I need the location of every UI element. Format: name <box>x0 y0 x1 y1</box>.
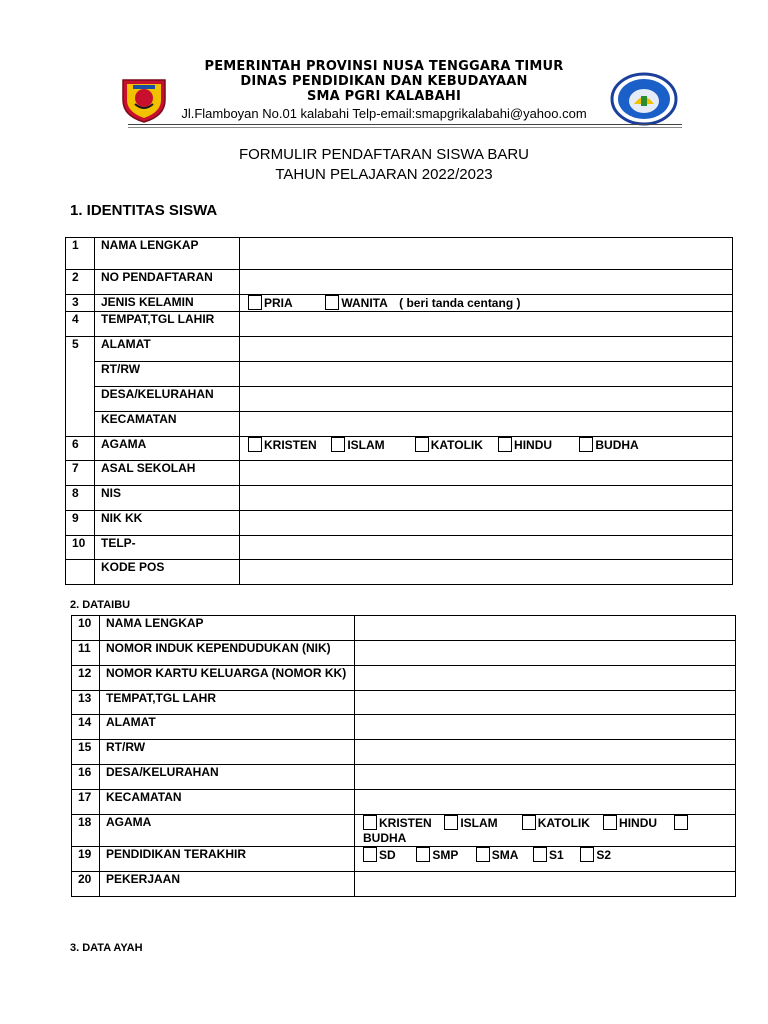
identitas-siswa-table <box>65 237 733 585</box>
row-label: TEMPAT,TGL LAHIR <box>95 312 240 337</box>
tempat-tgl-lahir-field[interactable] <box>240 312 733 337</box>
row-number: 4 <box>66 312 95 337</box>
table-row <box>66 461 733 486</box>
row-number: 18 <box>72 815 100 847</box>
row-label: AGAMA <box>100 815 355 847</box>
row-label: TEMPAT,TGL LAHR <box>100 691 355 715</box>
budha-checkbox[interactable] <box>579 437 593 452</box>
ibu-nomor-kk-field[interactable] <box>355 666 736 691</box>
row-number: 7 <box>66 461 95 486</box>
ibu-pendidikan-options <box>355 847 736 872</box>
table-row <box>66 312 733 337</box>
option-label: SD <box>379 848 396 862</box>
table-row <box>66 387 733 412</box>
option-label: BUDHA <box>363 831 407 845</box>
budha-checkbox[interactable] <box>674 815 688 830</box>
row-label: ALAMAT <box>95 337 240 362</box>
row-label: KECAMATAN <box>100 790 355 815</box>
ibu-desa-kelurahan-field[interactable] <box>355 765 736 790</box>
sma-checkbox[interactable] <box>476 847 490 862</box>
katolik-checkbox[interactable] <box>522 815 536 830</box>
option-label: SMP <box>432 848 459 862</box>
row-number: 13 <box>72 691 100 715</box>
table-row <box>66 437 733 461</box>
data-ibu-table <box>71 615 736 897</box>
ibu-kecamatan-field[interactable] <box>355 790 736 815</box>
table-row <box>66 486 733 511</box>
row-number: 14 <box>72 715 100 740</box>
sd-checkbox[interactable] <box>363 847 377 862</box>
row-number: 1 <box>66 238 95 270</box>
row-number: 19 <box>72 847 100 872</box>
wanita-label: WANITA <box>341 296 388 310</box>
row-label: ASAL SEKOLAH <box>95 461 240 486</box>
table-row <box>72 740 736 765</box>
header-line-3: SMA PGRI KALABAHI <box>306 89 462 104</box>
agama-options <box>240 437 733 461</box>
header-divider-thin <box>128 127 682 128</box>
option-label: HINDU <box>619 816 658 830</box>
nik-kk-field[interactable] <box>240 511 733 536</box>
jenis-kelamin-options <box>240 295 733 312</box>
nama-lengkap-field[interactable] <box>240 238 733 270</box>
table-row <box>66 362 733 387</box>
table-row <box>72 691 736 715</box>
row-number: 16 <box>72 765 100 790</box>
pria-checkbox[interactable] <box>248 295 262 310</box>
table-row <box>72 666 736 691</box>
hindu-checkbox[interactable] <box>603 815 617 830</box>
section-data-ayah-heading: 3. DATA AYAH <box>70 942 143 954</box>
form-subtitle: TAHUN PELAJARAN 2022/2023 <box>275 166 493 183</box>
table-row <box>72 641 736 666</box>
table-row <box>72 815 736 847</box>
header-address: Jl.Flamboyan No.01 kalabahi Telp-email:smapgrikalabahi@yahoo.com <box>181 106 587 121</box>
form-title: FORMULIR PENDAFTARAN SISWA BARU <box>238 146 530 163</box>
header-divider <box>128 124 682 125</box>
table-row <box>66 337 733 362</box>
row-label: NO PENDAFTARAN <box>95 270 240 295</box>
row-label: PENDIDIKAN TERAKHIR <box>100 847 355 872</box>
option-label: ISLAM <box>460 816 498 830</box>
no-pendaftaran-field[interactable] <box>240 270 733 295</box>
ibu-agama-options <box>355 815 736 847</box>
row-label: AGAMA <box>95 437 240 461</box>
row-label: PEKERJAAN <box>100 872 355 897</box>
row-number: 11 <box>72 641 100 666</box>
row-number <box>66 337 95 437</box>
option-label: BUDHA <box>595 438 639 452</box>
table-row <box>66 238 733 270</box>
row-number: 9 <box>66 511 95 536</box>
row-label: NOMOR INDUK KEPENDUDUKAN (NIK) <box>100 641 355 666</box>
table-row <box>66 270 733 295</box>
option-label: SMA <box>491 848 519 862</box>
row-number: 12 <box>72 666 100 691</box>
row-label: RT/RW <box>100 740 355 765</box>
table-row <box>66 412 733 437</box>
table-row <box>66 511 733 536</box>
option-label: HINDU <box>514 438 553 452</box>
row-number: 10 <box>72 616 100 641</box>
row-label: KODE POS <box>95 560 240 585</box>
row-number: 10 <box>66 536 95 560</box>
islam-checkbox[interactable] <box>331 437 345 452</box>
section-identitas-heading: 1. IDENTITAS SISWA <box>70 202 218 219</box>
row-label: KECAMATAN <box>95 412 240 437</box>
desa-kelurahan-field[interactable] <box>240 387 733 412</box>
ibu-nik-field[interactable] <box>355 641 736 666</box>
row-number: 8 <box>66 486 95 511</box>
row-label: NOMOR KARTU KELUARGA (NOMOR KK) <box>100 666 355 691</box>
row-label: NIS <box>95 486 240 511</box>
row-label: NAMA LENGKAP <box>95 238 240 270</box>
kecamatan-field[interactable] <box>240 412 733 437</box>
kode-pos-field[interactable] <box>240 560 733 585</box>
row-label: NAMA LENGKAP <box>100 616 355 641</box>
checkbox-note: ( beri tanda centang ) <box>399 296 521 310</box>
table-row <box>72 872 736 897</box>
row-label: TELP- <box>95 536 240 560</box>
table-row <box>72 765 736 790</box>
row-label: DESA/KELURAHAN <box>95 387 240 412</box>
option-label: KRISTEN <box>379 816 432 830</box>
ibu-nama-lengkap-field[interactable] <box>355 616 736 641</box>
pria-label: PRIA <box>264 296 293 310</box>
option-label: ISLAM <box>347 438 385 452</box>
row-label: RT/RW <box>95 362 240 387</box>
table-row <box>72 715 736 740</box>
section-data-ibu-heading: 2. DATAIBU <box>70 599 131 611</box>
row-number <box>66 560 95 585</box>
row-number: 2 <box>66 270 95 295</box>
header-line-1: PEMERINTAH PROVINSI NUSA TENGGARA TIMUR <box>204 59 564 74</box>
row-label: ALAMAT <box>100 715 355 740</box>
option-label: S2 <box>596 848 612 862</box>
s1-checkbox[interactable] <box>533 847 547 862</box>
telp-field[interactable] <box>240 536 733 560</box>
row-number: 17 <box>72 790 100 815</box>
row-number: 20 <box>72 872 100 897</box>
ibu-pekerjaan-field[interactable] <box>355 872 736 897</box>
row-label: JENIS KELAMIN <box>95 295 240 312</box>
row-number: 15 <box>72 740 100 765</box>
row-label: NIK KK <box>95 511 240 536</box>
wanita-checkbox[interactable] <box>325 295 339 310</box>
kristen-checkbox[interactable] <box>363 815 377 830</box>
option-label: KATOLIK <box>537 816 590 830</box>
kristen-checkbox[interactable] <box>248 437 262 452</box>
smp-checkbox[interactable] <box>416 847 430 862</box>
table-row <box>66 536 733 560</box>
s2-checkbox[interactable] <box>580 847 594 862</box>
table-row <box>72 847 736 872</box>
table-row <box>66 295 733 312</box>
option-label: S1 <box>549 848 564 862</box>
asal-sekolah-field[interactable] <box>240 461 733 486</box>
ibu-rt-rw-field[interactable] <box>355 740 736 765</box>
header-line-2: DINAS PENDIDIKAN DAN KEBUDAYAAN <box>240 74 528 89</box>
alamat-field[interactable] <box>240 337 733 362</box>
row-number-text: 5 <box>72 337 79 351</box>
ibu-alamat-field[interactable] <box>355 715 736 740</box>
rt-rw-field[interactable] <box>240 362 733 387</box>
nis-field[interactable] <box>240 486 733 511</box>
table-row <box>72 790 736 815</box>
hindu-checkbox[interactable] <box>498 437 512 452</box>
table-row <box>72 616 736 641</box>
row-number: 3 <box>66 295 95 312</box>
row-label: DESA/KELURAHAN <box>100 765 355 790</box>
option-label: KRISTEN <box>264 438 317 452</box>
row-number: 6 <box>66 437 95 461</box>
katolik-checkbox[interactable] <box>415 437 429 452</box>
table-row <box>66 560 733 585</box>
option-label: KATOLIK <box>430 438 483 452</box>
islam-checkbox[interactable] <box>444 815 458 830</box>
ibu-tempat-tgl-lahir-field[interactable] <box>355 691 736 715</box>
